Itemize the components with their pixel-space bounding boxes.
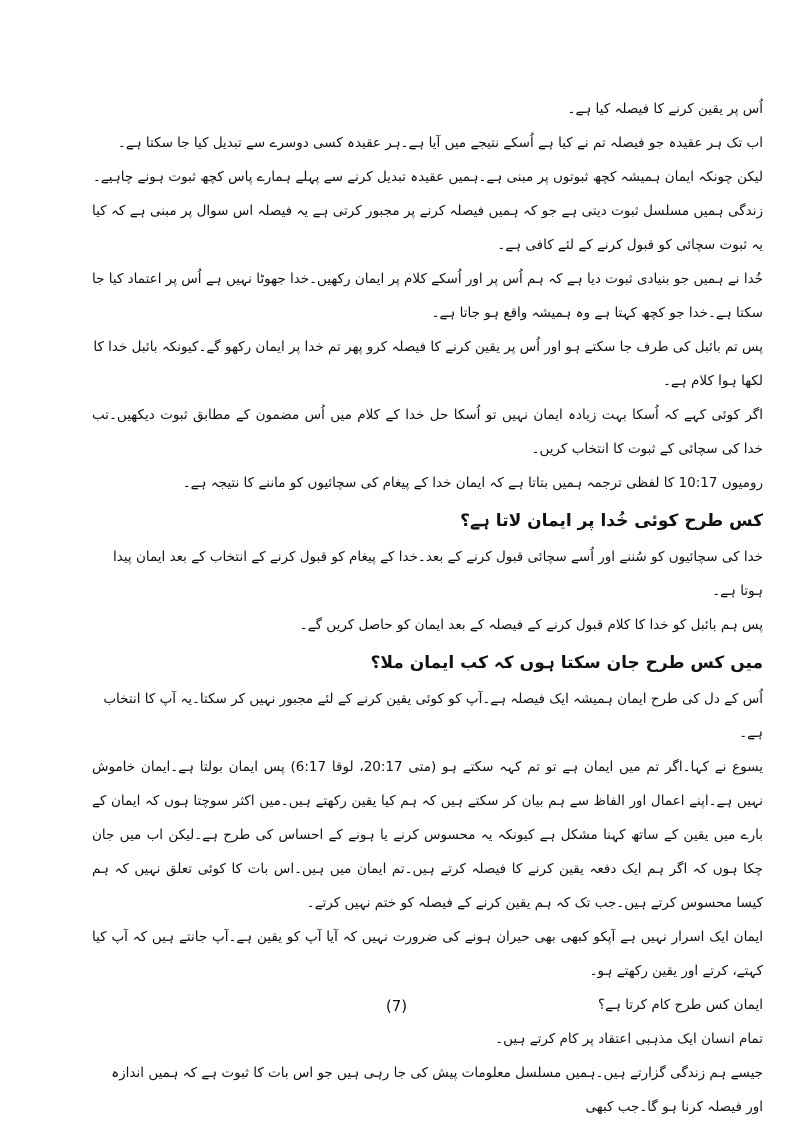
paragraph: اُس کے دل کی طرح ایمان ہمیشہ ایک فیصلہ ہے۔آپ کو کوئی یقین کرنے کے لئے مجبور نہیں کر سکتا۔یہ آپ کا انتخاب ہے۔ [103, 691, 763, 741]
paragraph: تمام انسان ایک مذہبی اعتقاد پر کام کرتے ہیں۔ [495, 1031, 763, 1047]
paragraph: ایمان کس طرح کام کرتا ہے؟ [598, 997, 763, 1013]
paragraph: خدا کی سچائیوں کو سُننے اور اُسے سچائی قبول کرنے کے بعد۔خدا کے پیغام کو قبول کرنے کے انتخاب کے بعد ایمان پیدا ہوتا ہے۔ [112, 549, 763, 599]
paragraph: یسوع نے کہا۔اگر تم میں ایمان ہے تو تم کہہ سکتے ہو (متی 20:17، لوقا 6:17) پس ایمان بولتا ہے۔ایمان خاموش نہیں ہے۔اپنے اعمال اور الفاظ سے ہم بیان کر سکتے ہیں کہ ہم کیا یقین رکھتے ہیں۔میں اکثر سوچتا ہوں کہ ایمان کے بارے میں یقین کے ساتھ کہنا مشکل ہے کیونکہ یہ محسوس کرنے یا ہونے کے احساس کی طرح ہے۔لیکن اب میں جان چکا ہوں کہ اگر ہم ایک دفعہ یقین کرنے کا فیصلہ کرتے ہیں۔تم ایمان میں ہیں۔اس بات کا کوئی تعلق نہیں کہ ہم کیسا محسوس کرتے ہیں۔جب تک کہ ہم یقین کرنے کے فیصلہ کو ختم نہیں کرتے۔ [92, 759, 764, 911]
paragraph: پس تم بائبل کی طرف جا سکتے ہو اور اُس پر یقین کرنے کا فیصلہ کرو پھر تم خدا پر ایمان رکھو گے۔کیونکہ بائبل خدا کا لکھا ہوا کلام ہے۔ [93, 339, 763, 389]
paragraph: اب تک ہر عقیدہ جو فیصلہ تم نے کیا ہے اُسکے نتیجے میں آیا ہے۔ہر عقیدہ کسی دوسرے سے تبدیل کیا جا سکتا ہے۔ [117, 135, 763, 151]
section-heading: میں کس طرح جان سکتا ہوں کہ کب ایمان ملا؟ [370, 653, 763, 673]
paragraph: جیسے ہم زندگی گزارتے ہیں۔ہمیں مسلسل معلومات پیش کی جا رہی ہیں جو اس بات کا ثبوت ہے کہ ہمیں اندازہ اور فیصلہ کرنا ہو گا۔جب کبھی [111, 1065, 763, 1115]
paragraph: اگر کوئی کہے کہ اُسکا بہت زیادہ ایمان نہیں تو اُسکا حل خدا کے کلام میں اُس مضمون کے مطابق ثبوت دیکھیں۔تب خدا کی سچائی کے ثبوت کا انتخاب کریں۔ [92, 407, 763, 457]
section-heading: کس طرح کوئی خُدا پر ایمان لاتا ہے؟ [460, 511, 763, 531]
page-number: (7) [385, 997, 408, 1015]
paragraph: پس ہم بائبل کو خدا کا کلام قبول کرنے کے فیصلہ کے بعد ایمان کو حاصل کریں گے۔ [299, 617, 763, 633]
page-content [92, 92, 763, 1124]
paragraph: رومیوں 10:17 کا لفظی ترجمہ ہمیں بتاتا ہے کہ ایمان خدا کے پیغام کی سچائیوں کو ماننے کا نتیجہ ہے۔ [182, 475, 763, 491]
paragraph: خُدا نے ہمیں جو بنیادی ثبوت دیا ہے کہ ہم اُس پر اور اُسکے کلام پر ایمان رکھیں۔خدا جھوٹا نہیں ہے اُس پر اعتماد کیا جا سکتا ہے۔خدا جو کچھ کہتا ہے وہ ہمیشہ واقع ہو جاتا ہے۔ [92, 271, 763, 321]
paragraph: زندگی ہمیں مسلسل ثبوت دیتی ہے جو کہ ہمیں فیصلہ کرنے پر مجبور کرتی ہے یہ فیصلہ اس سوال پر مبنی ہے کہ کیا یہ ثبوت سچائی کو قبول کرنے کے لئے کافی ہے۔ [92, 203, 763, 253]
paragraph: اُس پر یقین کرنے کا فیصلہ کیا ہے۔ [567, 101, 763, 117]
paragraph: ایمان ایک اسرار نہیں ہے آپکو کبھی بھی حیران ہونے کی ضرورت نہیں کہ آیا آپ کو یقین ہے۔آپ جانتے ہیں کہ آپ کیا کہتے، کرتے اور یقین رکھتے ہو۔ [92, 929, 763, 979]
paragraph: لیکن چونکہ ایمان ہمیشہ کچھ ثبوتوں پر مبنی ہے۔ہمیں عقیدہ تبدیل کرنے سے پہلے ہمارے پاس کچھ ثبوت ہونے چاہیے۔ [92, 169, 763, 185]
